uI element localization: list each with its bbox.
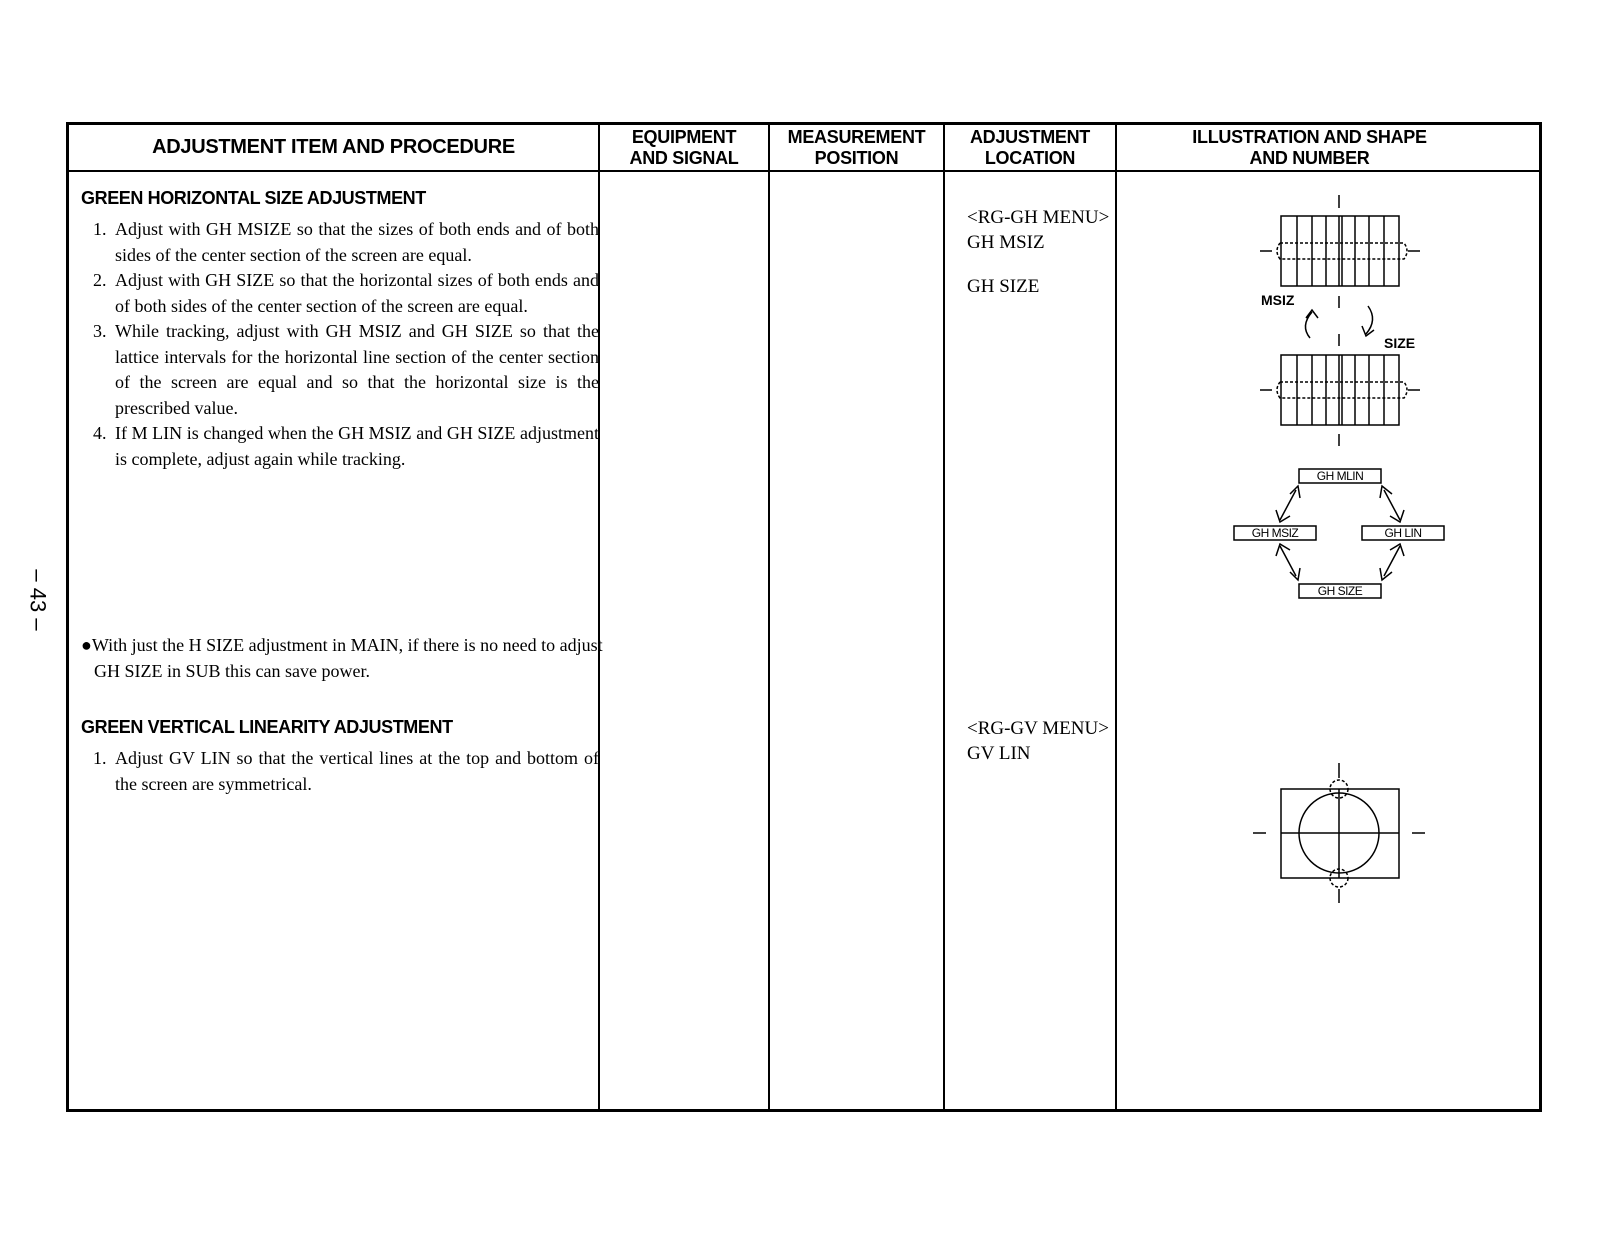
size-label: SIZE: [1384, 335, 1416, 351]
header-measurement: MEASUREMENT POSITION: [787, 126, 926, 168]
section-title-horizontal-size: GREEN HORIZONTAL SIZE ADJUSTMENT: [81, 188, 426, 208]
power-saving-note: ●With just the H SIZE adjustment in MAIN, if there is no need to adjust GH SIZE in SUB this can save power.: [81, 635, 603, 681]
location-item: GH SIZE: [967, 276, 1040, 297]
procedure-step: 1. Adjust with GH MSIZE so that the sizes of both ends and of both sides of the center section of the screen are equal.: [93, 219, 599, 265]
procedure-step: 4. If M LIN is changed when the GH MSIZ and GH SIZE adjustment is complete, adjust again while tracking.: [93, 423, 599, 469]
cycle-box-gh-mlin: GH MLIN: [1316, 469, 1364, 483]
header-equipment: EQUIPMENT AND SIGNAL: [629, 126, 739, 168]
header-illustration: ILLUSTRATION AND SHAPE AND NUMBER: [1192, 126, 1427, 168]
page-number: – 43 –: [26, 569, 52, 631]
lattice-screen-icon: [1281, 216, 1399, 286]
msiz-label: MSIZ: [1261, 292, 1295, 308]
cycle-box-gh-msiz: GH MSIZ: [1251, 526, 1299, 540]
cycle-box-gh-size: GH SIZE: [1317, 584, 1363, 598]
vertical-linearity-illustration: [1253, 763, 1425, 903]
header-procedure: ADJUSTMENT ITEM AND PROCEDURE: [152, 136, 515, 158]
location-menu: <RG-GV MENU>: [967, 718, 1109, 739]
location-menu: <RG-GH MENU>: [967, 207, 1110, 228]
procedure-step: 1. Adjust GV LIN so that the vertical lines at the top and bottom of the screen are symmetrical.: [93, 748, 599, 794]
cycle-box-gh-lin: GH LIN: [1384, 526, 1422, 540]
location-item: GV LIN: [967, 743, 1031, 764]
procedure-step: 2. Adjust with GH SIZE so that the horizontal sizes of both ends and of both sides of the center section of the screen are equal.: [93, 270, 599, 316]
procedure-step: 3. While tracking, adjust with GH MSIZ and GH SIZE so that the lattice intervals for the horizontal line section of the center section of the screen are equal and so that the horizontal size is the prescribed value.: [93, 321, 599, 418]
section-title-vertical-linearity: GREEN VERTICAL LINEARITY ADJUSTMENT: [81, 717, 453, 737]
lattice-screen-icon: [1281, 355, 1399, 425]
header-location: ADJUSTMENT LOCATION: [969, 126, 1090, 168]
location-item: GH MSIZ: [967, 232, 1045, 253]
